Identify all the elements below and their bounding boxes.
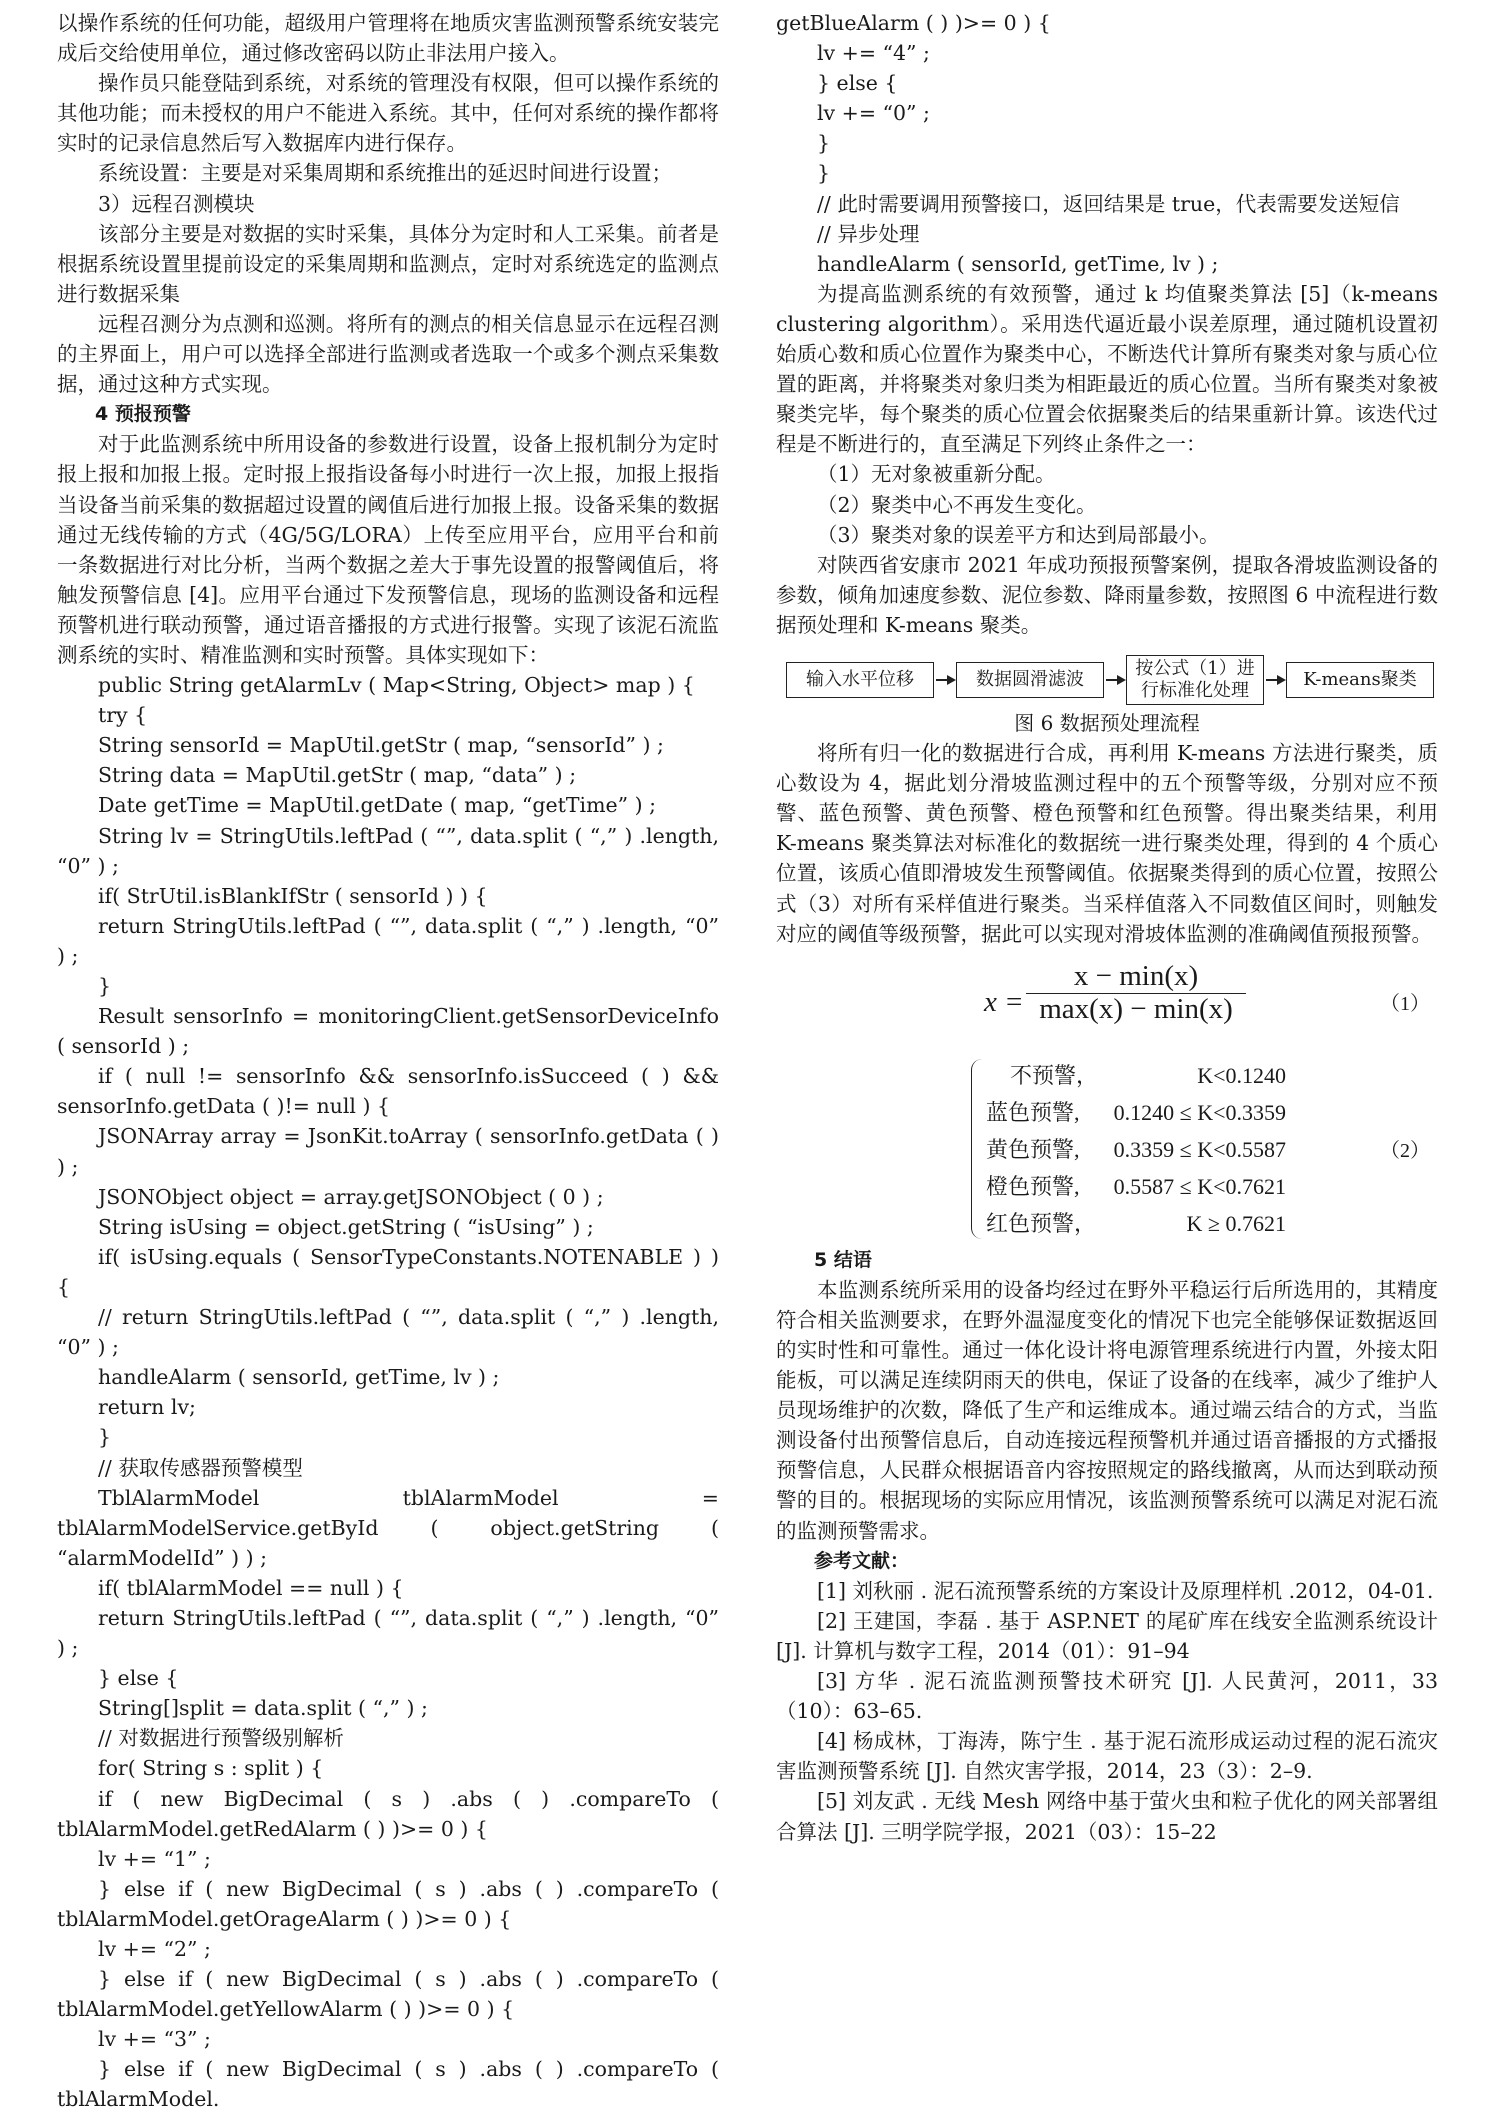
figure-caption: 图 6 数据预处理流程 xyxy=(1014,710,1200,735)
paragraph: （1）无对象被重新分配。 xyxy=(817,462,1056,487)
left-brace xyxy=(971,1059,982,1239)
paragraph: Date getTime = MapUtil.getDate ( map, “getTime” ) ; xyxy=(98,793,657,818)
warning-level-label: 红色预警， xyxy=(986,1210,1097,1236)
paragraph: 3）远程召测模块 xyxy=(98,191,255,216)
paragraph: 对于此监测系统中所用设备的参数进行设置，设备上报机制分为定时报上报和加报上报。定时报上报指设备每小时进行一次上报，加报上报指当设备当前采集的数据超过设置的阈值后进行加报上报。设备采集的数据通过无线传输的方式（4G/5G/LORA）上传至应用平台，应用平台和前一条数据进行对比分析，当两个数据之差大于事先设置的报警阈值后，将触发预警信息 [4]。应用平台通过下发预警信息，现场的监测设备和远程预警机进行联动预警，通过语音播报的方式进行报警。实现了该泥石流监测系统的实时、精准监测和实时预警。具体实现如下： xyxy=(57,432,719,667)
paragraph: if ( null != sensorInfo && sensorInfo.isSucceed ( ) && sensorInfo.getData ( )!= null ) { xyxy=(57,1064,719,1119)
paragraph: if( isUsing.equals ( SensorTypeConstants.NOTENABLE ) ) { xyxy=(57,1244,719,1299)
warning-level-label: 蓝色预警, xyxy=(986,1099,1080,1125)
warning-level-row xyxy=(986,1205,1286,1242)
conclusion-paragraph: 本监测系统所采用的设备均经过在野外平稳运行后所选用的，其精度符合相关监测要求，在野外温湿度变化的情况下也完全能够保证数据返回的实时性和可靠性。通过一体化设计将电源管理系统进行内置，外接太阳能板，可以满足连续阴雨天的供电，保证了设备的在线率，减少了维护人员现场维护的次数，降低了生产和运维成本。通过端云结合的方式，当监测设备付出预警信息后，自动连接远程预警机并通过语音播报的方式播报预警信息，人民群众根据语音内容按照规定的路线撤离，从而达到联动预警的目的。根据现场的实际应用情况，该监测预警系统可以满足对泥石流的监测预警需求。 xyxy=(776,1277,1438,1543)
paragraph: TblAlarmModel tblAlarmModel = tblAlarmModelService.getById ( object.getString ( “alarmModelId” ) ) ; xyxy=(57,1485,719,1570)
paragraph: String data = MapUtil.getStr ( map, “data” ) ; xyxy=(98,763,577,788)
fraction xyxy=(1026,961,1246,1024)
equation-2 xyxy=(776,1059,1438,1245)
warning-level-condition: 0.1240 ≤ K<0.3359 xyxy=(1113,1099,1286,1125)
paragraph: for( String s : split ) { xyxy=(98,1756,324,1781)
paragraph: lv += “2” ; xyxy=(98,1937,211,1961)
paragraph: // 异步处理 xyxy=(817,221,920,246)
code-continuation-and-kmeans-text xyxy=(776,8,1438,640)
clustering-text xyxy=(776,738,1438,949)
denominator: max(x) − min(x) xyxy=(1039,992,1233,1025)
paragraph: lv += “0” ; xyxy=(817,101,930,126)
warning-level-label: 橙色预警, xyxy=(986,1173,1080,1199)
paragraph: handleAlarm ( sensorId, getTime, lv ) ; xyxy=(817,251,1219,276)
flow-step-kmeans: K-means聚类 xyxy=(1286,662,1434,698)
warning-level-row xyxy=(986,1168,1286,1205)
paragraph: // 获取传感器预警模型 xyxy=(98,1455,303,1480)
warning-level-row xyxy=(986,1131,1286,1168)
paragraph: } xyxy=(817,131,831,156)
paragraph: // 对数据进行预警级别解析 xyxy=(98,1726,344,1751)
paragraph: } else { xyxy=(98,1666,179,1691)
paragraph: 为提高监测系统的有效预警，通过 k 均值聚类算法 [5]（k-means clustering algorithm）。采用迭代逼近最小误差原理，通过随机设置初始质心数和质心位置作为聚类中心，不断迭代计算所有聚类对象与质心位置的距离，并将聚类对象归类为相距最近的质心位置。当所有聚类对象被聚类完毕，每个聚类的质心位置会依据聚类后的结果重新计算。该迭代过程是不断进行的，直至满足下列终止条件之一： xyxy=(776,281,1438,457)
paragraph: Result sensorInfo = monitoringClient.getSensorDeviceInfo ( sensorId ) ; xyxy=(57,1004,719,1059)
references-heading: 参考文献： xyxy=(814,1549,910,1572)
paragraph: } else { xyxy=(817,71,898,96)
numerator: x − min(x) xyxy=(1026,961,1246,994)
warning-level-row xyxy=(986,1057,1286,1094)
paragraph: return StringUtils.leftPad ( “”, data.split ( “,” ) .length, “0” ) ; xyxy=(57,913,719,968)
flow-step-normalize: 按公式（1）进行标准化处理 xyxy=(1126,655,1264,705)
warning-level-label: 不预警， xyxy=(1010,1062,1099,1088)
paragraph: if ( new BigDecimal ( s ) .abs ( ) .compareTo ( tblAlarmModel.getRedAlarm ( ) )>= 0 ) { xyxy=(57,1786,719,1841)
paragraph: public String getAlarmLv ( Map<String, Object> map ) { xyxy=(98,673,695,698)
paragraph: lv += “3” ; xyxy=(98,2027,211,2052)
warning-level-condition: K ≥ 0.7621 xyxy=(1186,1210,1286,1236)
arrow-icon xyxy=(936,679,954,681)
paragraph: 操作员只能登陆到系统，对系统的管理没有权限，但可以操作系统的其他功能；而未授权的用户不能进入系统。其中，任何对系统的操作都将实时的记录信息然后写入数据库内进行保存。 xyxy=(57,71,719,156)
paragraph: } xyxy=(98,1425,112,1450)
paragraph: } else if ( new BigDecimal ( s ) .abs ( ) .compareTo ( tblAlarmModel.getYellowAlarm ( ) )>= 0 ) { xyxy=(57,1967,719,2022)
equation-1 xyxy=(776,959,1438,1059)
reference-item: [4] 杨成林，丁海涛，陈宁生 . 基于泥石流形成运动过程的泥石流灾害监测预警系统 [J]. 自然灾害学报，2014，23（3）：2–9. xyxy=(776,1729,1438,1784)
paragraph: String sensorId = MapUtil.getStr ( map, “sensorId” ) ; xyxy=(98,733,664,758)
equation-lhs: x = xyxy=(984,985,1024,1018)
flow-step-input: 输入水平位移 xyxy=(786,662,934,698)
warning-level-condition: K<0.1240 xyxy=(1197,1062,1286,1088)
section-heading: 4 预报预警 xyxy=(95,403,191,426)
equation-number: （2） xyxy=(1380,1139,1430,1162)
paragraph: （2）聚类中心不再发生变化。 xyxy=(817,492,1097,517)
paragraph: } xyxy=(98,974,112,998)
paragraph: JSONArray array = JsonKit.toArray ( sensorInfo.getData ( ) ) ; xyxy=(57,1124,719,1179)
arrow-icon xyxy=(1266,679,1284,681)
flow-step-filter: 数据圆滑滤波 xyxy=(956,662,1104,698)
paragraph: if( StrUtil.isBlankIfStr ( sensorId ) ) { xyxy=(98,883,488,908)
paragraph: if( tblAlarmModel == null ) { xyxy=(98,1575,404,1600)
paragraph: lv += “4” ; xyxy=(817,41,930,66)
reference-item: [5] 刘友武 . 无线 Mesh 网络中基于萤火虫和粒子优化的网关部署组合算法 [J]. 三明学院学报，2021（03）：15–22 xyxy=(776,1789,1438,1844)
paragraph: JSONObject object = array.getJSONObject ( 0 ) ; xyxy=(98,1184,604,1209)
paragraph: } else if ( new BigDecimal ( s ) .abs ( ) .compareTo ( tblAlarmModel. xyxy=(57,2057,719,2112)
paragraph: handleAlarm ( sensorId, getTime, lv ) ; xyxy=(98,1365,500,1390)
paragraph: return StringUtils.leftPad ( “”, data.split ( “,” ) .length, “0” ) ; xyxy=(57,1605,719,1661)
warning-level-condition: 0.5587 ≤ K<0.7621 xyxy=(1113,1173,1286,1199)
paragraph: String isUsing = object.getString ( “isUsing” ) ; xyxy=(98,1214,594,1239)
reference-item: [3] 方华 . 泥石流监测预警技术研究 [J]. 人民黄河，2011，33（10）：63–65. xyxy=(776,1669,1438,1724)
paragraph: String[]split = data.split ( “,” ) ; xyxy=(98,1696,428,1721)
section-heading: 5 结语 xyxy=(814,1248,872,1271)
paragraph: 将所有归一化的数据进行合成，再利用 K-means 方法进行聚类，质心数设为 4，据此划分滑坡监测过程中的五个预警等级，分别对应不预警、蓝色预警、黄色预警、橙色预警和红色预警。得出聚类结果，利用 K-means 聚类算法对标准化的数据统一进行聚类处理，得到的 4 个质心位置，该质心值即滑坡发生预警阈值。依据聚类得到的质心位置，按照公式（3）对所有采样值进行聚类。当采样值落入不同数值区间时，则触发对应的阈值等级预警，据此可以实现对滑坡体监测的准确阈值预报预警。 xyxy=(776,741,1438,946)
left-column xyxy=(57,8,719,2115)
paragraph: String lv = StringUtils.leftPad ( “”, data.split ( “,” ) .length, “0” ) ; xyxy=(57,823,719,878)
paragraph: } xyxy=(817,161,831,186)
paragraph: 该部分主要是对数据的实时采集，具体分为定时和人工采集。前者是根据系统设置里提前设定的采集周期和监测点，定时对系统选定的监测点进行数据采集 xyxy=(57,221,719,306)
flowchart-figure-6 xyxy=(786,654,1434,706)
paragraph: 以操作系统的任何功能，超级用户管理将在地质灾害监测预警系统安装完成后交给使用单位，通过修改密码以防止非法用户接入。 xyxy=(57,11,719,66)
arrow-icon xyxy=(1106,679,1124,681)
paragraph: getBlueAlarm ( ) )>= 0 ) { xyxy=(776,11,1051,35)
paragraph: // return StringUtils.leftPad ( “”, data.split ( “,” ) .length, “0” ) ; xyxy=(57,1305,719,1360)
warning-level-condition: 0.3359 ≤ K<0.5587 xyxy=(1113,1136,1286,1162)
paragraph: 对陕西省安康市 2021 年成功预报预警案例，提取各滑坡监测设备的参数，倾角加速度参数、泥位参数、降雨量参数，按照图 6 中流程进行数据预处理和 K-means 聚类。 xyxy=(776,552,1438,637)
paragraph: （3）聚类对象的误差平方和达到局部最小。 xyxy=(817,522,1220,547)
paragraph: 系统设置：主要是对采集周期和系统推出的延迟时间进行设置； xyxy=(98,161,672,186)
reference-item: [2] 王建国，李磊 . 基于 ASP.NET 的尾矿库在线安全监测系统设计 [J]. 计算机与数字工程，2014（01）：91–94 xyxy=(776,1608,1438,1663)
paragraph: lv += “1” ; xyxy=(98,1846,211,1871)
paragraph: } else if ( new BigDecimal ( s ) .abs ( ) .compareTo ( tblAlarmModel.getOrageAlarm ( ) )>= 0 ) { xyxy=(57,1876,719,1931)
paragraph: 远程召测分为点测和巡测。将所有的测点的相关信息显示在远程召测的主界面上，用户可以选择全部进行监测或者选取一个或多个测点采集数据，通过这种方式实现。 xyxy=(57,311,719,397)
reference-item: [1] 刘秋丽 . 泥石流预警系统的方案设计及原理样机 .2012，04-01. xyxy=(817,1578,1434,1603)
equation-number: （1） xyxy=(1380,992,1430,1015)
right-column xyxy=(776,8,1438,1847)
reference-list xyxy=(776,1576,1438,1847)
paragraph: // 此时需要调用预警接口，返回结果是 true，代表需要发送短信 xyxy=(817,191,1400,216)
warning-level-row xyxy=(986,1094,1286,1131)
paragraph: return lv; xyxy=(98,1395,196,1420)
warning-level-label: 黄色预警, xyxy=(986,1136,1080,1162)
paragraph: try { xyxy=(98,703,148,728)
